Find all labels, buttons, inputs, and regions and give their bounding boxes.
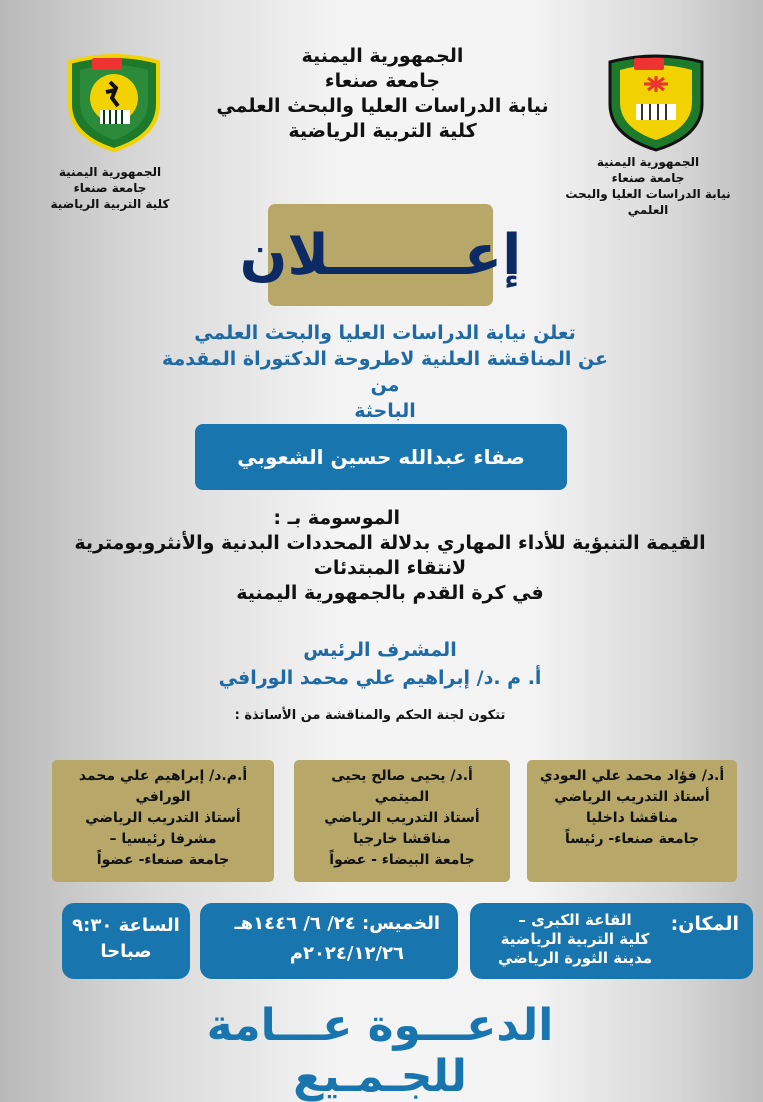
committee-card [294, 760, 510, 882]
card-line: أ.د/ فؤاد محمد علي العودي [539, 768, 725, 784]
card-line: أ.م.د/ إبراهيم علي محمد [78, 768, 248, 784]
supervisor-label: المشرف الرئيس [303, 639, 457, 661]
header-line: الجمهورية اليمنية [301, 45, 464, 67]
committee-intro: تتكون لجنة الحكم والمناقشة من الأساتذة : [234, 708, 506, 723]
place-label: المكان: [670, 913, 739, 935]
intro-line: الباحثة [354, 400, 416, 422]
researcher-name: صفاء عبدالله حسين الشعوبي [237, 445, 525, 469]
announcement-box [239, 204, 522, 306]
header-right [548, 154, 748, 218]
place-value [485, 911, 665, 968]
committee-card [52, 760, 274, 882]
event-date-box [200, 903, 458, 979]
header-line: الجمهورية اليمنية [58, 165, 162, 179]
header-left [30, 164, 190, 212]
card-line: مشرفا رئيسيا – [109, 831, 217, 847]
date-gregorian: ٢٠٢٤/١٢/٢٦م [289, 943, 404, 964]
thesis-title-line: القيمة التنبؤية للأداء المهاري بدلالة المحددات البدنية والأنثروبومترية [74, 532, 706, 554]
header-line: جامعة صنعاء [611, 171, 685, 185]
header-line: جامعة صنعاء [324, 70, 441, 92]
thesis-title-line: في كرة القدم بالجمهورية اليمنية [236, 582, 544, 604]
card-line: أ.د/ يحيى صالح يحيى الميتمي [331, 768, 473, 805]
intro-line: عن المناقشة العلنية لاطروحة الدكتوراة المقدمة من [161, 348, 609, 396]
date-hijri: الخميس: ٢٤/ ٦/ ١٤٤٦هـ [234, 913, 440, 934]
card-line: الورافي [135, 789, 191, 805]
card-line: جامعة صنعاء- رئيساً [564, 831, 700, 847]
researcher-name-box [195, 424, 567, 490]
card-line: جامعة صنعاء- عضواً [96, 852, 230, 868]
place-line: كلية التربية الرياضية [500, 930, 650, 948]
time-value [62, 913, 190, 965]
event-time-box [62, 903, 190, 979]
time-line: الساعة ٩:٣٠ [72, 915, 180, 936]
supervisor-block [170, 636, 590, 692]
place-line: مدينة الثورة الرياضي [497, 949, 653, 967]
card-line: مناقشا داخليا [586, 810, 678, 826]
thesis-title-line: لانتقاء المبتدئات [313, 557, 467, 579]
card-line: جامعة البيضاء - عضواً [329, 852, 475, 868]
header-line: جامعة صنعاء [73, 181, 147, 195]
intro-text [160, 320, 610, 424]
header-line: كلية التربية الرياضية [50, 197, 170, 211]
card-line: أستاذ التدريب الرياضي [324, 810, 480, 826]
header-line: كلية التربية الرياضية [288, 120, 477, 142]
header-line: نيابة الدراسات العليا والبحث العلمي [216, 95, 549, 117]
event-place-box [470, 903, 753, 979]
card-line: أستاذ التدريب الرياضي [85, 810, 241, 826]
committee-card [527, 760, 737, 882]
card-line: أستاذ التدريب الرياضي [554, 789, 710, 805]
place-line: القاعة الكبرى – [518, 911, 632, 929]
header-line: نيابة الدراسات العليا والبحث العلمي [565, 187, 731, 217]
intro-line: تعلن نيابة الدراسات العليا والبحث العلمي [194, 322, 576, 344]
faculty-logo-left [62, 52, 166, 152]
footer-invitation: الدعـــوة عـــامة للجـمـيع [206, 1000, 554, 1102]
faculty-logo-right [604, 52, 708, 152]
announcement-title: إعـــــــلان [239, 222, 522, 288]
time-line: صباحا [100, 941, 152, 962]
header-line: الجمهورية اليمنية [596, 155, 700, 169]
supervisor-name: أ. م .د/ إبراهيم علي محمد الورافي [218, 667, 542, 689]
card-line: مناقشا خارجيا [353, 831, 451, 847]
thesis-label: الموسومة بـ : [273, 507, 400, 529]
header-center [190, 44, 575, 144]
thesis-block [70, 506, 710, 606]
